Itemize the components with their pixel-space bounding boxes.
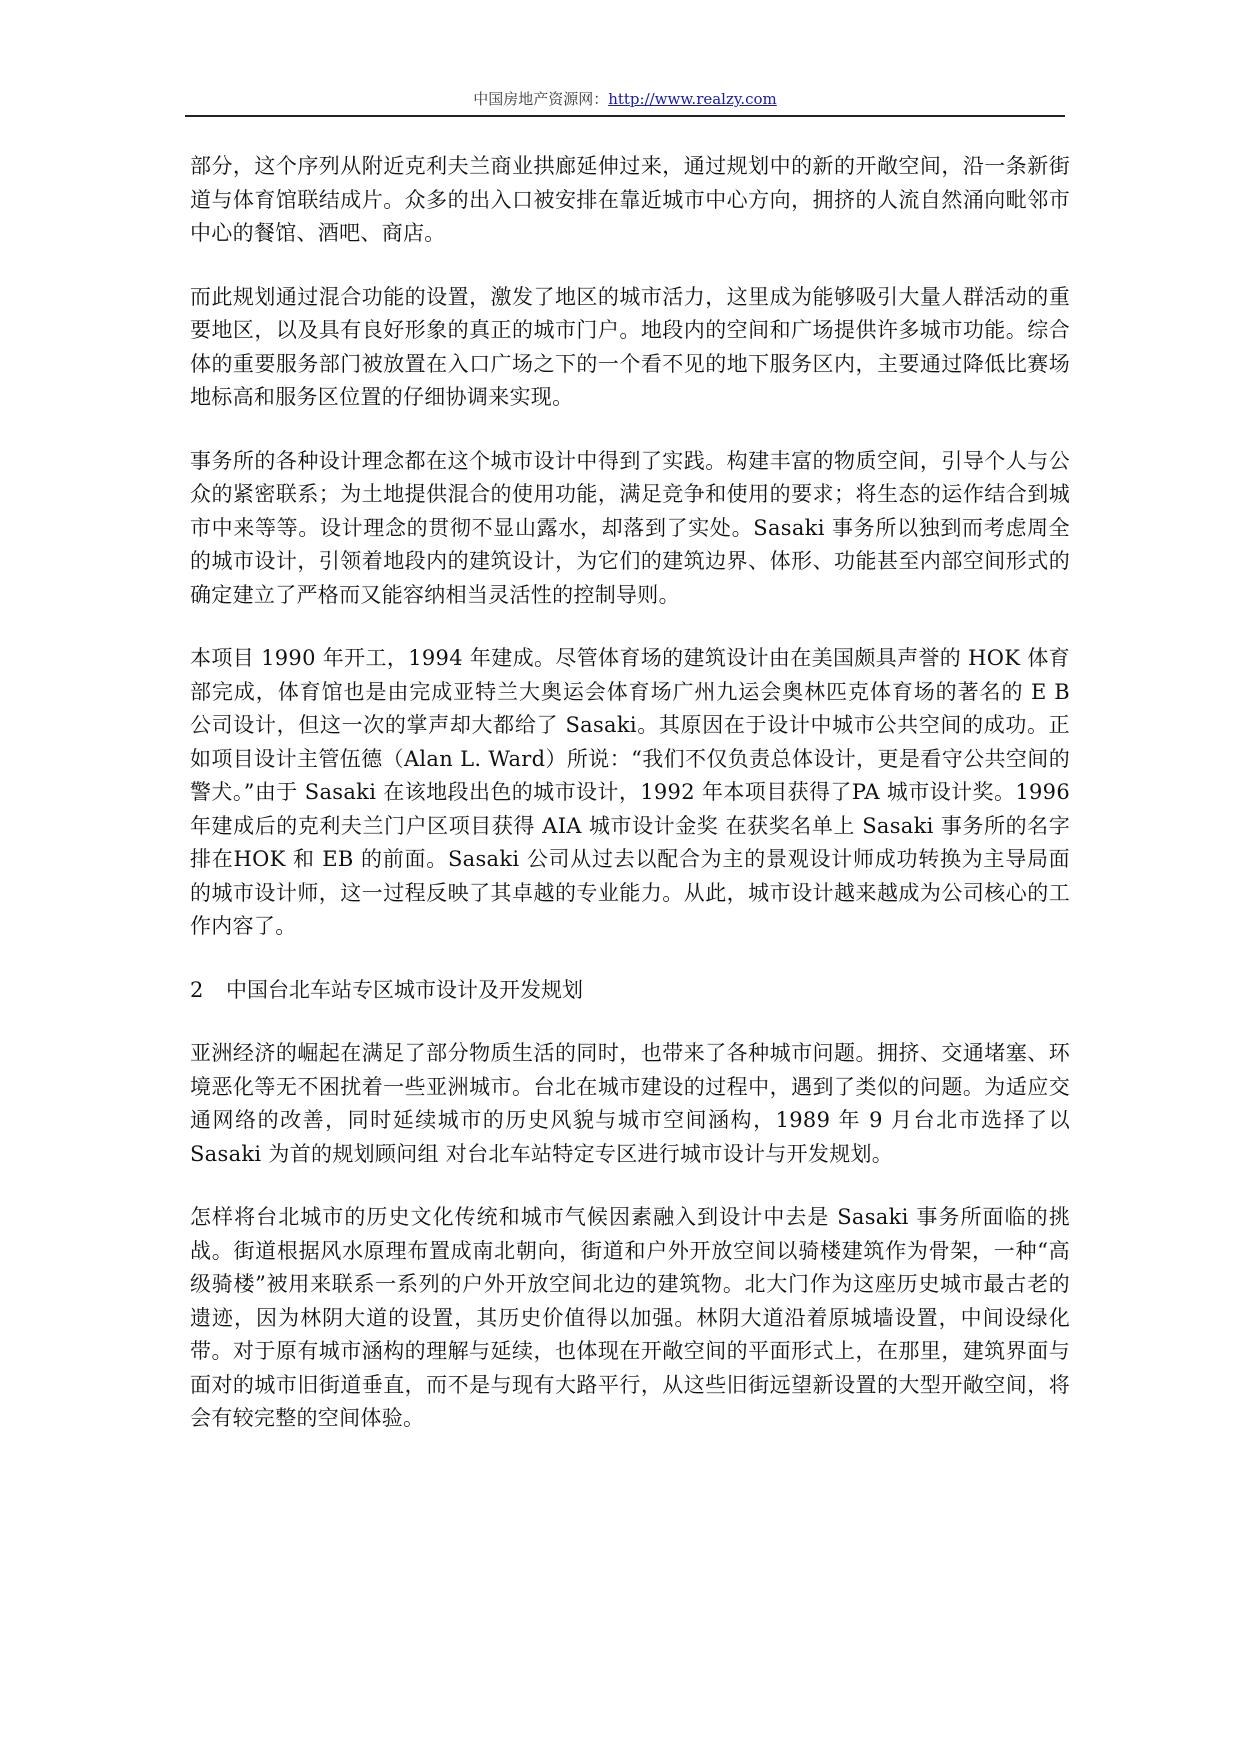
page-header [185,88,1065,110]
document-body [190,150,1070,1466]
section-number: 2 [190,977,204,1002]
site-label: 中国房地产资源网： [473,90,609,108]
section-title: 中国台北车站专区城市设计及开发规划 [226,977,583,1002]
section-heading [190,974,1070,1008]
paragraph: 部分，这个序列从附近克利夫兰商业拱廊延伸过来，通过规划中的新的开敞空间，沿一条新街道与体育馆联结成片。众多的出入口被安排在靠近城市中心方向，拥挤的人流自然涌向毗邻市中心的餐馆、酒吧、商店。 [190,154,1070,245]
site-url-link[interactable]: http://www.realzy.com [608,90,777,108]
paragraph: 事务所的各种设计理念都在这个城市设计中得到了实践。构建丰富的物质空间，引导个人与公众的紧密联系；为土地提供混合的使用功能，满足竞争和使用的要求；将生态的运作结合到城市中来等等。设计理念的贯彻不显山露水，却落到了实处。Sasaki 事务所以独到而考虑周全的城市设计，引领着地段内的建筑设计，为它们的建筑边界、体形、功能甚至内部空间形式的确定建立了严格而又能容纳相当灵活性的控制导则。 [190,448,1070,607]
paragraph: 而此规划通过混合功能的设置，激发了地区的城市活力，这里成为能够吸引大量人群活动的重要地区，以及具有良好形象的真正的城市门户。地段内的空间和广场提供许多城市功能。综合体的重要服务部门被放置在入口广场之下的一个看不见的地下服务区内，主要通过降低比赛场地标高和服务区位置的仔细协调来实现。 [190,284,1070,409]
header-divider [185,115,1065,117]
paragraph: 本项目 1990 年开工，1994 年建成。尽管体育场的建筑设计由在美国颇具声誉的 HOK 体育部完成，体育馆也是由完成亚特兰大奥运会体育场广州九运会奥林匹克体育场的著名的 E B 公司设计，但这一次的掌声却大都给了 Sasaki。其原因在于设计中城市公共空间的成功。正如项目设计主管伍德（Alan L. Ward）所说：“我们不仅负责总体设计，更是看守公共空间的警犬。”由于 Sasaki 在该地段出色的城市设计，1992 年本项目获得了PA 城市设计奖。1996 年建成后的克利夫兰门户区项目获得 AIA 城市设计金奖 在获奖名单上 Sasaki 事务所的名字排在HOK 和 EB 的前面。Sasaki 公司从过去以配合为主的景观设计师成功转换为主导局面的城市设计师，这一过程反映了其卓越的专业能力。从此，城市设计越来越成为公司核心的工作内容了。 [190,646,1070,938]
paragraph: 怎样将台北城市的历史文化传统和城市气候因素融入到设计中去是 Sasaki 事务所面临的挑战。街道根据风水原理布置成南北朝向，街道和户外开放空间以骑楼建筑作为骨架，一种“高级骑楼”被用来联系一系列的户外开放空间北边的建筑物。北大门作为这座历史城市最古老的遗迹，因为林阴大道的设置，其历史价值得以加强。林阴大道沿着原城墙设置，中间设绿化带。对于原有城市涵构的理解与延续，也体现在开敞空间的平面形式上，在那里，建筑界面与面对的城市旧街道垂直，而不是与现有大路平行，从这些旧街远望新设置的大型开敞空间，将会有较完整的空间体验。 [190,1205,1070,1430]
paragraph: 亚洲经济的崛起在满足了部分物质生活的同时，也带来了各种城市问题。拥挤、交通堵塞、环境恶化等无不困扰着一些亚洲城市。台北在城市建设的过程中，遇到了类似的问题。为适应交通网络的改善，同时延续城市的历史风貌与城市空间涵构，1989 年 9 月台北市选择了以Sasaki 为首的规划顾问组 对台北车站特定专区进行城市设计与开发规划。 [190,1041,1070,1166]
